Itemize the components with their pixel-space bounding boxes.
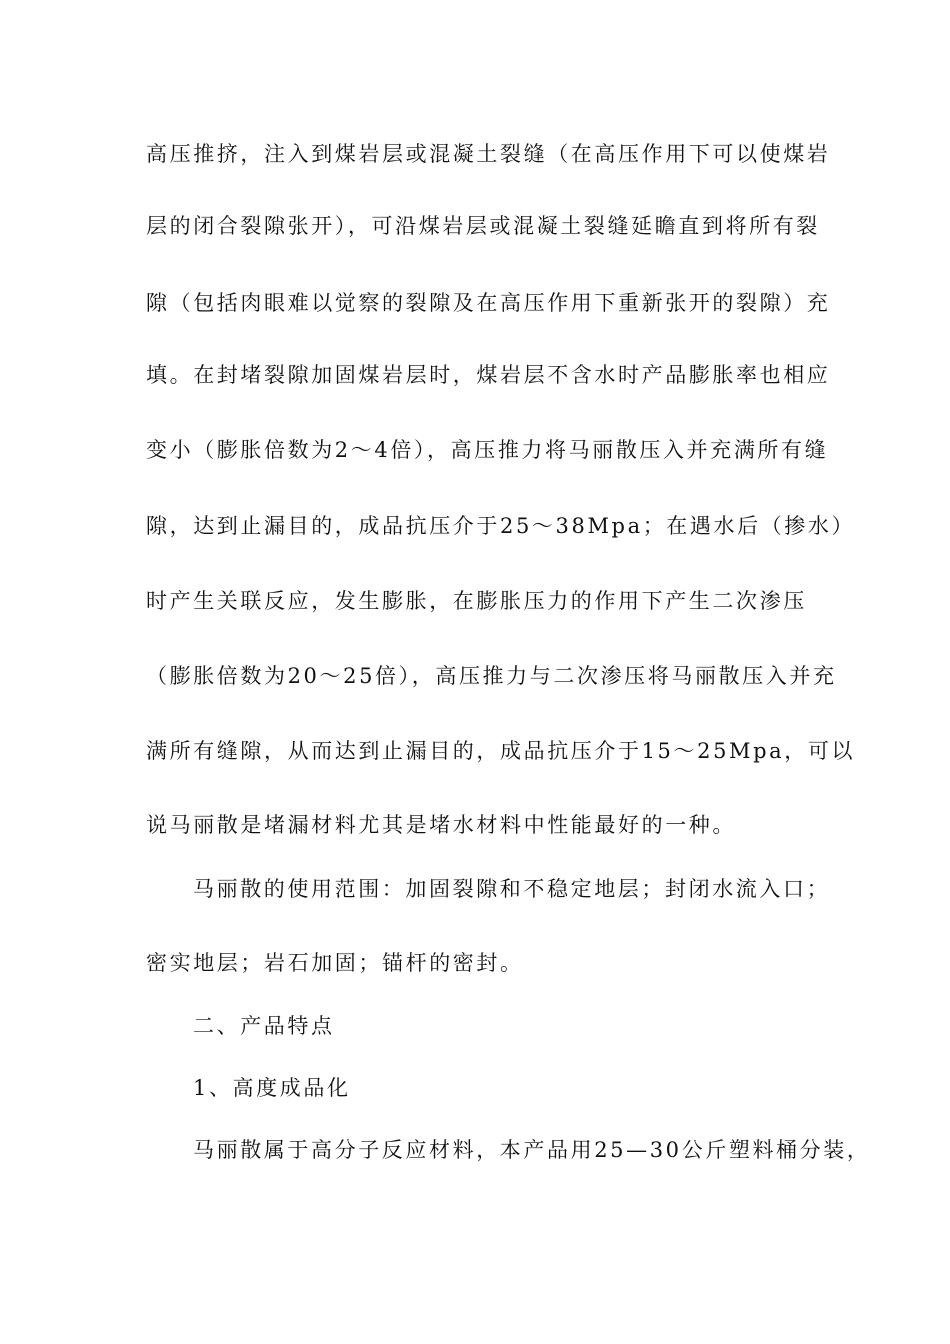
scope-paragraph-line-2: 密实地层；岩石加固；锚杆的密封。	[146, 951, 524, 975]
scope-paragraph-line-1: 马丽散的使用范围：加固裂隙和不稳定地层；封闭水流入口；	[193, 877, 831, 901]
paragraph-line-4: 填。在封堵裂隙加固煤岩层时，煤岩层不含水时产品膨胀率也相应	[146, 363, 831, 387]
paragraph-line-1: 高压推挤，注入到煤岩层或混凝土裂缝（在高压作用下可以使煤岩	[146, 142, 831, 166]
paragraph-line-5: 变小（膨胀倍数为2～4倍），高压推力将马丽散压入并充满所有缝	[146, 438, 829, 462]
paragraph-line-9: 满所有缝隙，从而达到止漏目的，成品抗压介于15～25Mpa，可以	[146, 739, 856, 763]
paragraph-line-10: 说马丽散是堵漏材料尤其是堵水材料中性能最好的一种。	[146, 813, 736, 837]
paragraph-line-6: 隙，达到止漏目的，成品抗压介于25～38Mpa；在遇水后（掺水）	[146, 514, 856, 538]
section-heading: 二、产品特点	[193, 1014, 335, 1038]
paragraph-line-3: 隙（包括肉眼难以觉察的裂隙及在高压作用下重新张开的裂隙）充	[146, 291, 831, 315]
body-paragraph-line: 马丽散属于高分子反应材料，本产品用25—30公斤塑料桶分装，	[193, 1138, 871, 1162]
paragraph-line-7: 时产生关联反应，发生膨胀，在膨胀压力的作用下产生二次渗压	[146, 589, 807, 613]
paragraph-line-8: （膨胀倍数为20～25倍），高压推力与二次渗压将马丽散压入并充	[146, 664, 837, 688]
subsection-heading: 1、高度成品化	[193, 1076, 351, 1100]
paragraph-line-2: 层的闭合裂隙张开），可沿煤岩层或混凝土裂缝延瞻直到将所有裂	[146, 214, 820, 238]
